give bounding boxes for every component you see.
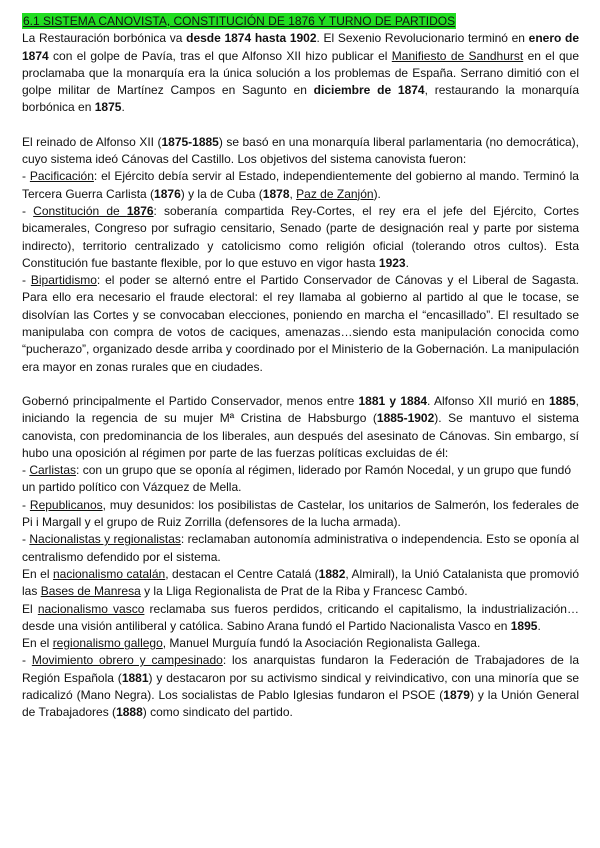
underlined-term: Republicanos: [29, 497, 103, 512]
bold-text: 1881 y 1884: [358, 393, 428, 408]
bold-text: 1875-1885: [161, 134, 219, 149]
bold-text: diciembre de 1874: [313, 83, 425, 98]
underlined-term: Movimiento obrero y campesinado: [31, 653, 223, 668]
bold-text: 1885: [548, 393, 576, 408]
paragraph-reinado: El reinado de Alfonso XII (1875-1885) se basó en una monarquía liberal parlamentaria (no democrática), cuyo sistema ideó Cánovas del Castillo. Los objetivos del sistema canovista fueron:: [22, 134, 580, 167]
bold-text: 1895: [510, 618, 538, 633]
paragraph-catalan: En el nacionalismo catalán, destacan el Centre Catalá (1882, Almirall), la Unió Catalanista que promovió las Bases de Manresa y la Lliga Regionalista de Prat de la Riba y Francesc Cambó.: [22, 566, 580, 599]
heading-line: [22, 13, 579, 30]
bold-text: 1885-1902: [376, 411, 435, 426]
bold-text: 1882: [318, 566, 346, 581]
bold-text: 1875: [94, 100, 122, 115]
spacer: [22, 376, 579, 393]
paragraph-bipartidismo: - Bipartidismo: el poder se alternó entre el Partido Conservador de Cánovas y el Liberal de Sagasta. Para ello era necesario el fraude electoral: el rey llamaba al gobierno al partido al que le tocase, se disolvían las Cortes y se convocaban elecciones, poniendo en marcha el “encasillado”. El resultado se manipulaba con compra de votos de caciques, amenazas…siendo esta manipulación conocida como “pucherazo”, organizado desde arriba y coordinado por el Ministerio de la Gobernación. La manipulación era mayor en zonas rurales que en ciudades.: [22, 273, 579, 374]
underlined-term: regionalismo gallego: [52, 636, 163, 651]
document-page: [22, 13, 579, 722]
underlined-term: nacionalismo vasco: [37, 601, 145, 616]
document-title: 6.1 SISTEMA CANOVISTA, CONSTITUCIÓN DE 1876 Y TURNO DE PARTIDOS: [23, 14, 456, 28]
paragraph-vasco: El nacionalismo vasco reclamaba sus fueros perdidos, criticando el capitalismo, la industrialización…desde una visión antiliberal y católica. Sabino Arana fundó el Partido Nacionalista Vasco en 1895.: [22, 601, 579, 633]
paragraph-carlistas: - Carlistas: con un grupo que se oponía al régimen, liderado por Ramón Nocedal, y un grupo que fundó un partido político con Vázquez de Mella.: [22, 463, 572, 495]
paragraph-republicanos: - Republicanos, muy desunidos: los posibilistas de Castelar, los unitarios de Salmerón, los federales de Pi i Margall y el grupo de Ruiz Zorrilla (defensores de la lucha armada).: [22, 497, 579, 530]
bold-text: 1876: [154, 186, 181, 201]
underlined-term: Carlistas: [29, 463, 77, 478]
bold-text: 1878: [262, 186, 290, 201]
paragraph-gallego: En el regionalismo gallego, Manuel Murguía fundó la Asociación Regionalista Gallega.: [22, 636, 481, 651]
bold-text: 1923: [378, 255, 406, 270]
bold-text: 1888: [116, 705, 143, 720]
underlined-term: nacionalismo catalán: [52, 566, 166, 581]
paragraph-restauracion: La Restauración borbónica va desde 1874 hasta 1902. El Sexenio Revolucionario terminó en enero de 1874 con el golpe de Pavía, tras el que Alfonso XII hizo publicar el Manifiesto de Sandhurst en el que proclamaba que la monarquía era la única solución a los problemas de España. Serrano dimitió con el golpe militar de Martínez Campos en Sagunto en diciembre de 1874, restaurando la monarquía borbónica en 1875.: [22, 31, 579, 115]
underlined-term: Bases de Manresa: [40, 584, 141, 599]
bold-text: 1881: [121, 670, 149, 685]
spacer: [22, 117, 579, 134]
underlined-term: Nacionalistas y regionalistas: [29, 532, 181, 547]
underlined-term: Manifiesto de Sandhurst: [391, 48, 524, 63]
bold-text: 1879: [443, 687, 470, 702]
underlined-term: Paz de Zanjón: [296, 186, 374, 201]
underlined-term: Pacificación: [29, 169, 94, 184]
bold-underlined-term: 1876: [126, 203, 154, 218]
underlined-term: Bipartidismo: [30, 273, 97, 288]
paragraph-constitucion: - Constitución de 1876: soberanía compartida Rey-Cortes, el rey era el jefe del Ejército, Cortes bicamerales, Congreso por sufragio censitario, Senado (parte de designación real y parte por sistema indirecto), territorio centralizado y catolicismo como religión oficial (tolerando otros cultos). Esta Constitución fue bastante flexible, por lo que estuvo en vigor hasta 1923.: [22, 203, 579, 270]
bold-text: desde 1874 hasta 1902: [186, 31, 317, 46]
underlined-term: Constitución de: [33, 203, 127, 218]
paragraph-nacionalistas: - Nacionalistas y regionalistas: reclamaban autonomía administrativa o independencia. Esto se oponía al centralismo defendido por el sistema.: [22, 532, 579, 564]
paragraph-regencia: Gobernó principalmente el Partido Conservador, menos entre 1881 y 1884. Alfonso XII murió en 1885, iniciando la regencia de su mujer Mª Cristina de Habsburgo (1885-1902). Se mantuvo el sistema canovista, con predominancia de los liberales, aun después del asesinato de Cánovas. Sin embargo, sí hubo una oposición al régimen por parte de las fuerzas políticas excluidas de él:: [22, 393, 579, 460]
paragraph-pacificacion: - Pacificación: el Ejército debía servir al Estado, independientemente del gobierno al mando. Terminó la Tercera Guerra Carlista (1876) y la de Cuba (1878, Paz de Zanjón).: [22, 169, 579, 201]
paragraph-movimiento-obrero: - Movimiento obrero y campesinado: los anarquistas fundaron la Federación de Trabajadores de la Región Española (1881) y destacaron por su activismo sindical y reivindicativo, con una minoría que se radicalizó (Mano Negra). Los socialistas de Pablo Iglesias fundaron el PSOE (1879) y la Unión General de Trabajadores (1888) como sindicato del partido.: [22, 653, 580, 720]
bold-text: enero de 1874: [22, 31, 579, 63]
